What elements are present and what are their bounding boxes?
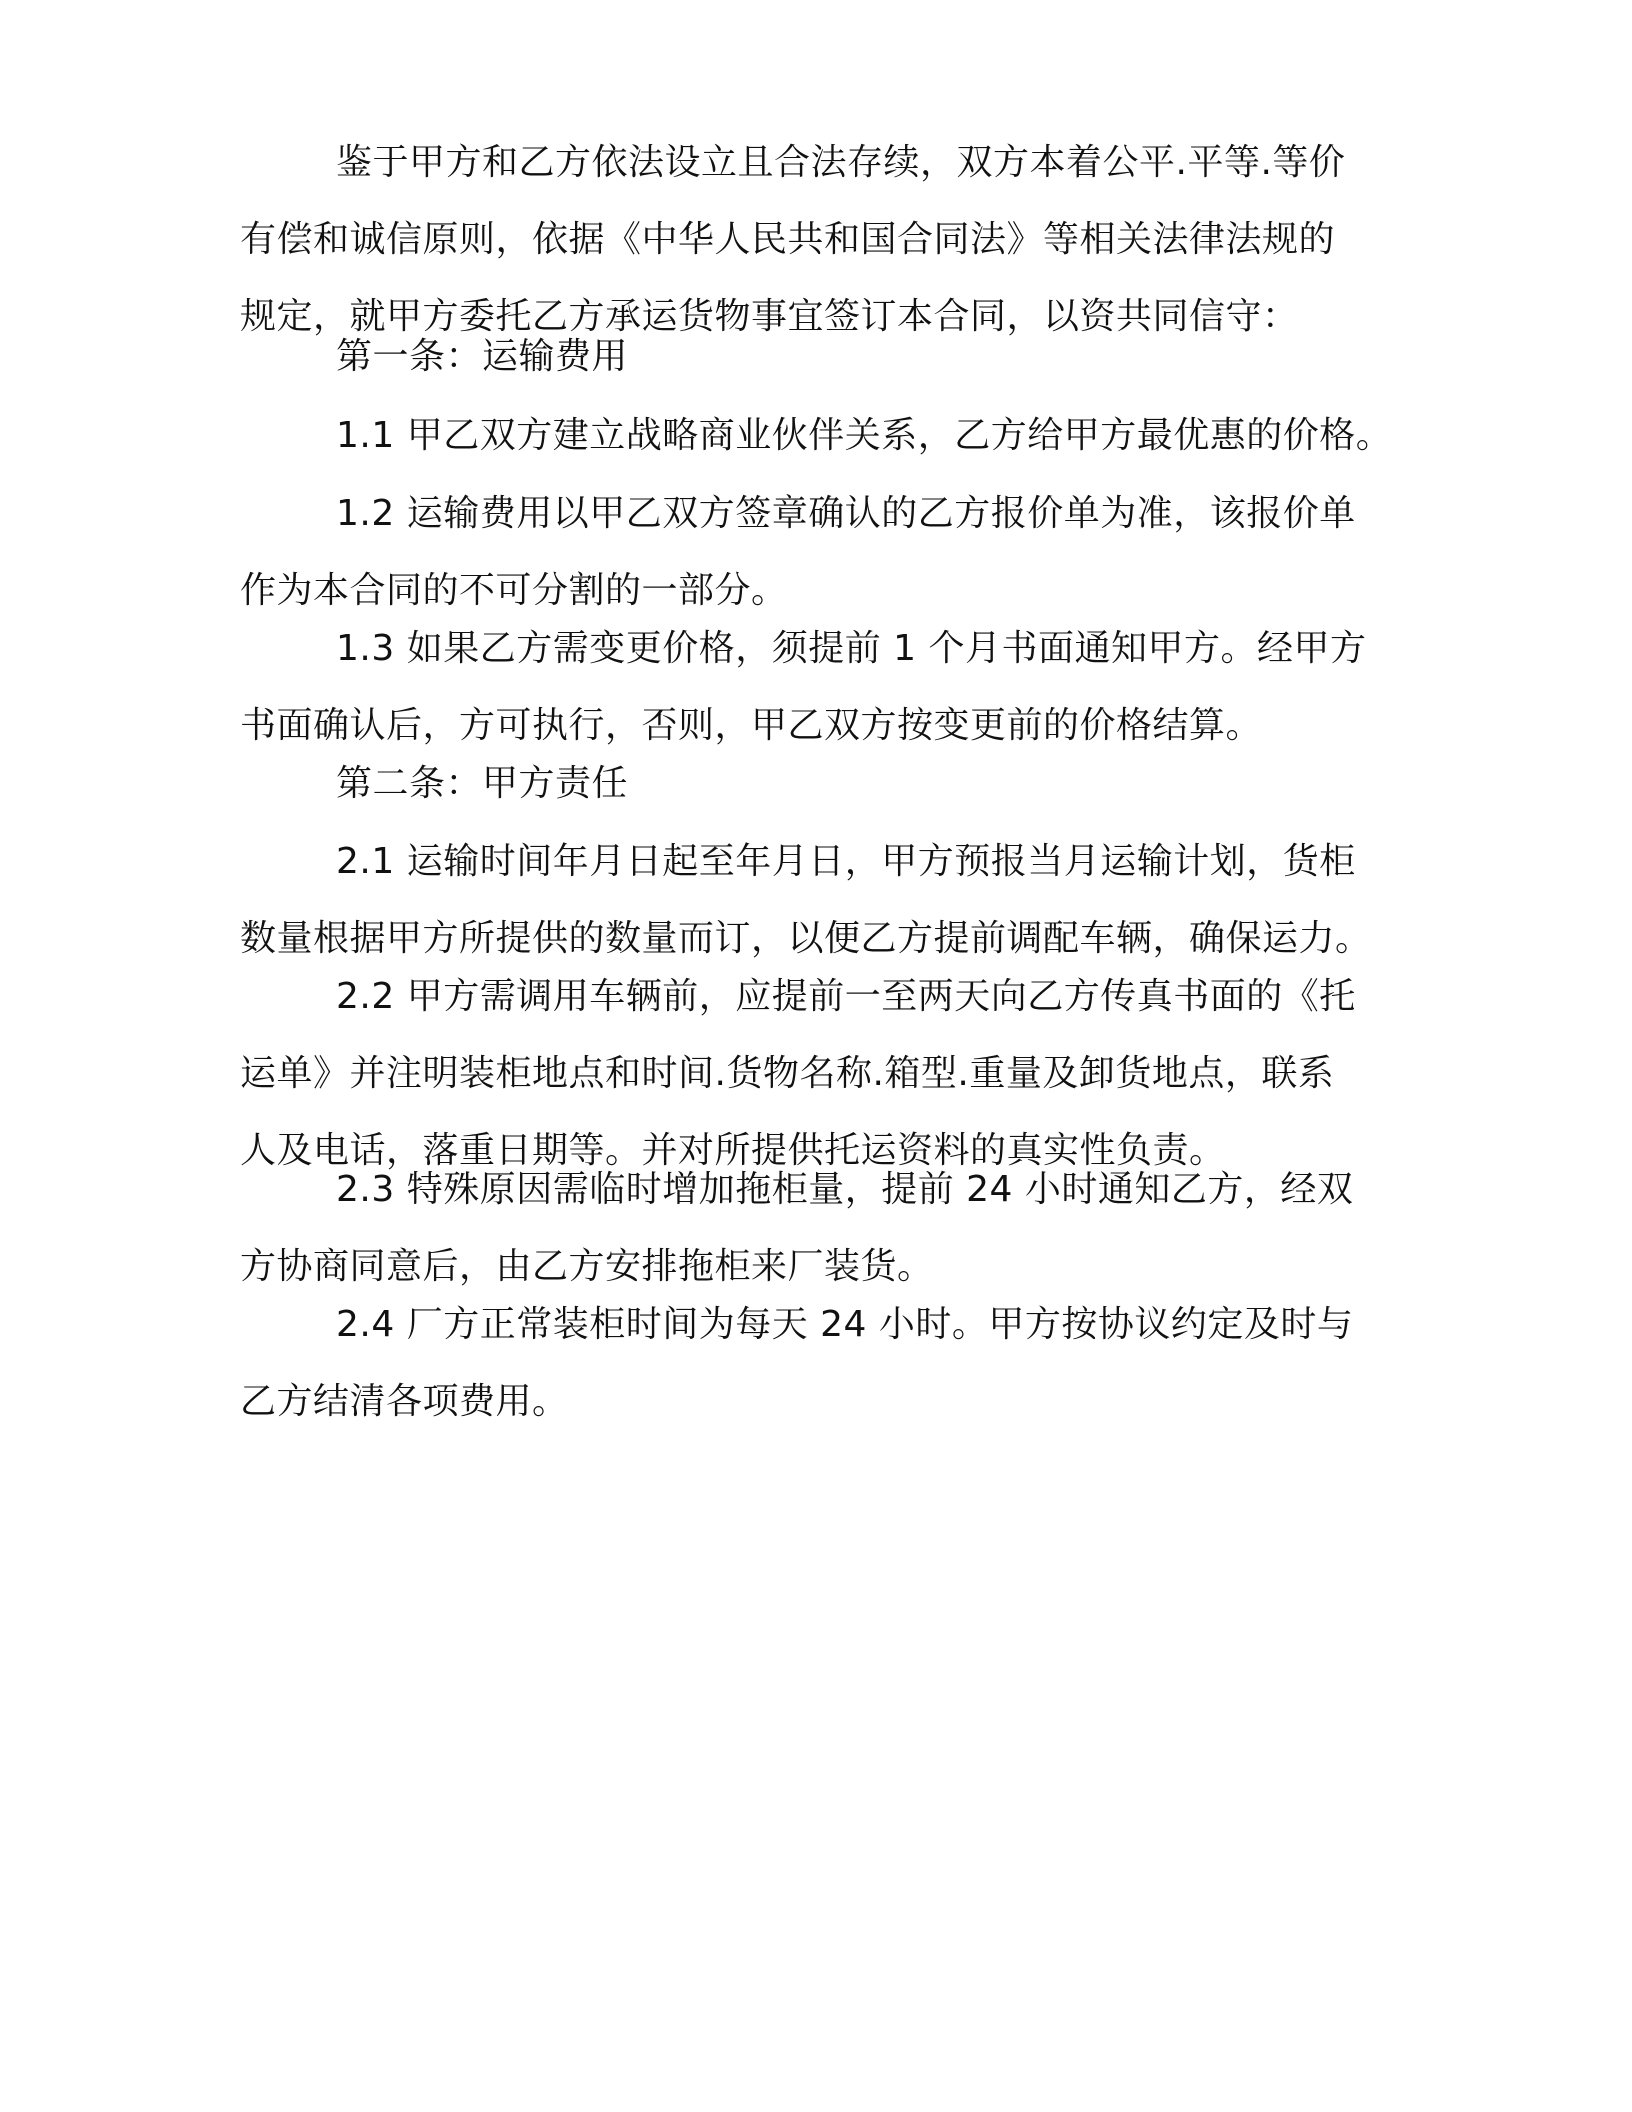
text-line: 鉴于甲方和乙方依法设立且合法存续，双方本着公平.平等.等价 xyxy=(336,142,1346,183)
clause-1-1 xyxy=(240,397,1393,474)
text-line: 数量根据甲方所提供的数量而订，以便乙方提前调配车辆，确保运力。 xyxy=(240,918,1372,959)
text-line: 2.2 甲方需调用车辆前，应提前一至两天向乙方传真书面的《托 xyxy=(336,976,1356,1017)
text-line: 1.2 运输费用以甲乙双方签章确认的乙方报价单为准，该报价单 xyxy=(336,493,1356,534)
text-line: 2.4 厂方正常装柜时间为每天 24 小时。甲方按协议约定及时与 xyxy=(336,1304,1354,1345)
text-line: 书面确认后，方可执行，否则，甲乙双方按变更前的价格结算。 xyxy=(240,705,1263,746)
clause-1-3 xyxy=(240,610,1390,764)
text-line: 作为本合同的不可分割的一部分。 xyxy=(240,570,788,611)
text-line: 1.3 如果乙方需变更价格，须提前 1 个月书面通知甲方。经甲方 xyxy=(336,628,1367,669)
section-heading: 第二条：甲方责任 xyxy=(336,763,629,804)
text-line: 1.1 甲乙双方建立战略商业伙伴关系，乙方给甲方最优惠的价格。 xyxy=(336,415,1393,456)
article-1-heading xyxy=(240,318,1390,395)
text-line: 乙方结清各项费用。 xyxy=(240,1381,569,1422)
clause-2-4 xyxy=(240,1286,1390,1440)
text-line: 有偿和诚信原则，依据《中华人民共和国合同法》等相关法律法规的 xyxy=(240,219,1336,260)
article-2-heading xyxy=(240,745,1390,822)
clause-1-2 xyxy=(240,475,1390,629)
text-line: 运单》并注明装柜地点和时间.货物名称.箱型.重量及卸货地点，联系 xyxy=(240,1053,1335,1094)
clause-2-1 xyxy=(240,823,1390,977)
section-heading: 第一条：运输费用 xyxy=(336,336,629,377)
text-line: 规定，就甲方委托乙方承运货物事宜签订本合同，以资共同信守： xyxy=(240,296,1299,337)
text-line: 2.1 运输时间年月日起至年月日，甲方预报当月运输计划，货柜 xyxy=(336,841,1356,882)
text-line: 人及电话，落重日期等。并对所提供托运资料的真实性负责。 xyxy=(240,1130,1226,1171)
text-line: 方协商同意后，由乙方安排拖柜来厂装货。 xyxy=(240,1246,934,1287)
clause-2-3 xyxy=(240,1151,1390,1305)
text-line: 2.3 特殊原因需临时增加拖柜量，提前 24 小时通知乙方，经双 xyxy=(336,1169,1354,1210)
